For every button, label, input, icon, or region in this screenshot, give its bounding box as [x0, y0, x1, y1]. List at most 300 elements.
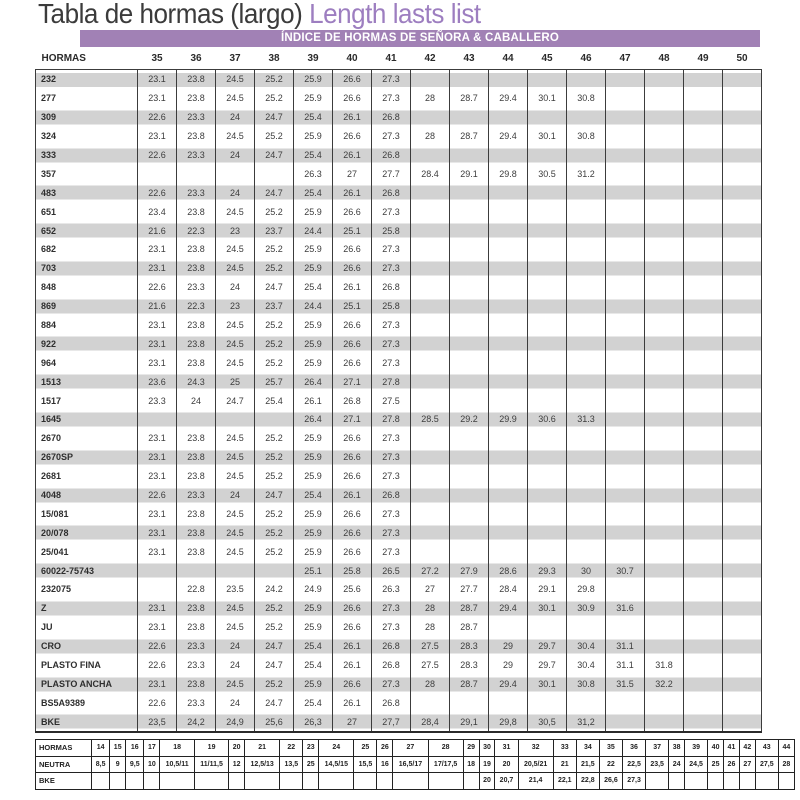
- measurement-cell: 24.5: [216, 259, 255, 278]
- measurement-cell: 25.2: [255, 523, 294, 542]
- measurement-cell: 25.4: [255, 391, 294, 410]
- conversion-cell: 28: [778, 756, 794, 773]
- measurement-cell: [684, 334, 723, 353]
- conversion-row: [36, 740, 795, 757]
- measurement-cell: 31.3: [567, 410, 606, 429]
- measurement-cell: 23.1: [138, 334, 177, 353]
- conversion-row-label: HORMAS: [36, 740, 92, 757]
- conversion-cell: 15,5: [354, 756, 377, 773]
- measurement-cell: 26.6: [333, 240, 372, 259]
- measurement-cell: [684, 599, 723, 618]
- measurement-cell: 23.1: [138, 618, 177, 637]
- measurement-cell: 23.1: [138, 70, 177, 89]
- measurement-cell: [489, 278, 528, 297]
- measurement-cell: 26.8: [372, 278, 411, 297]
- conversion-cell: 14: [92, 740, 110, 757]
- measurement-cell: 26.8: [333, 391, 372, 410]
- table-row: [36, 504, 762, 523]
- measurement-cell: [411, 448, 450, 467]
- measurement-cell: [411, 353, 450, 372]
- measurement-cell: 24.5: [216, 316, 255, 335]
- measurement-cell: 25.9: [294, 599, 333, 618]
- measurement-cell: [567, 70, 606, 89]
- measurement-cell: [684, 372, 723, 391]
- measurement-cell: [450, 504, 489, 523]
- measurement-cell: 26.8: [372, 108, 411, 127]
- measurement-cell: 22.6: [138, 637, 177, 656]
- row-label: 324: [36, 127, 138, 146]
- column-header-size: 37: [229, 53, 241, 64]
- measurement-cell: 27.5: [411, 637, 450, 656]
- row-label: 884: [36, 316, 138, 335]
- measurement-cell: 22.6: [138, 486, 177, 505]
- measurement-cell: [411, 504, 450, 523]
- measurement-cell: 24.5: [216, 599, 255, 618]
- measurement-cell: 28.7: [450, 675, 489, 694]
- measurement-cell: [528, 297, 567, 316]
- measurement-cell: 23.1: [138, 504, 177, 523]
- conversion-cell: 17: [144, 740, 160, 757]
- measurement-cell: 24.7: [255, 656, 294, 675]
- conversion-cell: [724, 773, 740, 790]
- measurement-cell: 26.1: [294, 391, 333, 410]
- measurement-cell: [411, 542, 450, 561]
- measurement-cell: [450, 523, 489, 542]
- row-label: BKE: [36, 712, 138, 732]
- measurement-cell: 28.3: [450, 656, 489, 675]
- measurement-cell: 30.8: [567, 675, 606, 694]
- measurement-cell: [684, 146, 723, 165]
- measurement-cell: [450, 259, 489, 278]
- conversion-cell: 35: [599, 740, 622, 757]
- measurement-cell: [528, 467, 567, 486]
- table-row: [36, 353, 762, 372]
- measurement-cell: [684, 297, 723, 316]
- measurement-cell: [528, 542, 567, 561]
- measurement-cell: [528, 221, 567, 240]
- measurement-cell: [606, 618, 645, 637]
- measurement-cell: [606, 278, 645, 297]
- column-header-size: 41: [385, 53, 397, 64]
- table-row: [36, 656, 762, 675]
- measurement-cell: [606, 183, 645, 202]
- measurement-cell: 28.7: [450, 89, 489, 108]
- measurement-cell: [255, 410, 294, 429]
- measurement-cell: [684, 278, 723, 297]
- conversion-cell: 20: [495, 756, 518, 773]
- row-label: CRO: [36, 637, 138, 656]
- conversion-cell: 31: [495, 740, 518, 757]
- measurement-cell: 23.8: [177, 259, 216, 278]
- measurement-cell: [450, 486, 489, 505]
- measurement-cell: 23.1: [138, 127, 177, 146]
- column-header-size: 44: [502, 53, 514, 64]
- measurement-cell: [684, 164, 723, 183]
- conversion-cell: 14,5/15: [319, 756, 354, 773]
- measurement-cell: 23.3: [177, 693, 216, 712]
- measurement-cell: [723, 561, 762, 580]
- conversion-cell: 32: [518, 740, 553, 757]
- measurement-cell: 23.8: [177, 240, 216, 259]
- measurement-cell: 30.4: [567, 637, 606, 656]
- measurement-cell: 25.2: [255, 675, 294, 694]
- measurement-cell: [684, 637, 723, 656]
- conversion-cell: 20,7: [495, 773, 518, 790]
- measurement-cell: [723, 523, 762, 542]
- measurement-cell: [567, 467, 606, 486]
- measurement-cell: 24.7: [255, 693, 294, 712]
- measurement-cell: [723, 712, 762, 732]
- measurement-cell: 22.3: [177, 221, 216, 240]
- conversion-cell: 27,3: [622, 773, 645, 790]
- measurement-cell: 27.3: [372, 353, 411, 372]
- conversion-cell: 22: [280, 740, 303, 757]
- measurement-cell: [684, 618, 723, 637]
- measurement-cell: [723, 70, 762, 89]
- measurement-cell: 25.2: [255, 89, 294, 108]
- measurement-cell: [684, 89, 723, 108]
- measurement-cell: 32.2: [645, 675, 684, 694]
- conversion-cell: 26,6: [599, 773, 622, 790]
- measurement-cell: 30.4: [567, 656, 606, 675]
- measurement-cell: 25,6: [255, 712, 294, 732]
- table-row: [36, 259, 762, 278]
- conversion-cell: 25: [303, 756, 319, 773]
- measurement-cell: 27.7: [450, 580, 489, 599]
- conversion-cell: 20,5/21: [518, 756, 553, 773]
- main-table-header-row: [36, 48, 762, 70]
- measurement-cell: [177, 164, 216, 183]
- measurement-cell: [567, 372, 606, 391]
- measurement-cell: 22.6: [138, 278, 177, 297]
- measurement-cell: [645, 637, 684, 656]
- measurement-cell: 26.1: [333, 693, 372, 712]
- measurement-cell: [411, 146, 450, 165]
- measurement-cell: 25.2: [255, 240, 294, 259]
- table-row: [36, 316, 762, 335]
- measurement-cell: 24: [216, 146, 255, 165]
- row-label: PLASTO FINA: [36, 656, 138, 675]
- measurement-cell: 22.6: [138, 108, 177, 127]
- row-label: 682: [36, 240, 138, 259]
- measurement-cell: 25.1: [333, 297, 372, 316]
- measurement-cell: 24: [216, 108, 255, 127]
- conversion-cell: 19: [194, 740, 228, 757]
- conversion-cell: [144, 773, 160, 790]
- conversion-cell: [463, 773, 479, 790]
- column-header-size: 35: [151, 53, 163, 64]
- measurement-cell: 28.4: [411, 164, 450, 183]
- measurement-cell: [450, 448, 489, 467]
- measurement-cell: 29.9: [489, 410, 528, 429]
- measurement-cell: 23.1: [138, 429, 177, 448]
- measurement-cell: 23.8: [177, 70, 216, 89]
- row-label: 2670SP: [36, 448, 138, 467]
- measurement-cell: 28: [411, 599, 450, 618]
- measurement-cell: [489, 523, 528, 542]
- main-table-header: [36, 48, 762, 70]
- measurement-cell: 25.2: [255, 353, 294, 372]
- conversion-cell: 28: [428, 740, 463, 757]
- measurement-cell: [450, 334, 489, 353]
- measurement-cell: 31.1: [606, 656, 645, 675]
- conversion-cell: [319, 773, 354, 790]
- measurement-cell: 25.2: [255, 316, 294, 335]
- measurement-cell: 22.6: [138, 183, 177, 202]
- measurement-cell: [606, 467, 645, 486]
- measurement-cell: 23.1: [138, 542, 177, 561]
- table-row: [36, 618, 762, 637]
- row-label: 652: [36, 221, 138, 240]
- measurement-cell: 23.3: [177, 486, 216, 505]
- table-row: [36, 429, 762, 448]
- conversion-cell: 19: [479, 756, 495, 773]
- measurement-cell: 25.9: [294, 353, 333, 372]
- measurement-cell: [567, 618, 606, 637]
- measurement-cell: 25.9: [294, 259, 333, 278]
- row-label: 309: [36, 108, 138, 127]
- table-row: [36, 278, 762, 297]
- measurement-cell: 27: [411, 580, 450, 599]
- column-header-size: 43: [463, 53, 475, 64]
- measurement-cell: 29.7: [528, 656, 567, 675]
- measurement-cell: 24.5: [216, 202, 255, 221]
- measurement-cell: [411, 221, 450, 240]
- measurement-cell: 25.9: [294, 542, 333, 561]
- measurement-cell: 23: [216, 221, 255, 240]
- measurement-cell: 24.5: [216, 240, 255, 259]
- measurement-cell: [528, 278, 567, 297]
- measurement-cell: 27.7: [372, 164, 411, 183]
- measurement-cell: 31,2: [567, 712, 606, 732]
- measurement-cell: [684, 712, 723, 732]
- conversion-cell: 37: [646, 740, 669, 757]
- measurement-cell: [567, 334, 606, 353]
- measurement-cell: [606, 429, 645, 448]
- measurement-cell: 30.9: [567, 599, 606, 618]
- measurement-cell: 29,1: [450, 712, 489, 732]
- measurement-cell: 27.3: [372, 89, 411, 108]
- measurement-cell: 28.7: [450, 618, 489, 637]
- measurement-cell: 23.1: [138, 316, 177, 335]
- measurement-cell: 23.3: [177, 146, 216, 165]
- measurement-cell: [489, 448, 528, 467]
- conversion-cell: 21: [245, 740, 280, 757]
- measurement-cell: 22.6: [138, 693, 177, 712]
- main-lasts-table: [35, 48, 762, 733]
- measurement-cell: [684, 656, 723, 675]
- measurement-cell: [645, 391, 684, 410]
- measurement-cell: [645, 504, 684, 523]
- measurement-cell: [567, 297, 606, 316]
- conversion-cell: 30: [479, 740, 495, 757]
- measurement-cell: 23.3: [177, 656, 216, 675]
- measurement-cell: 27.9: [450, 561, 489, 580]
- measurement-cell: [723, 504, 762, 523]
- conversion-cell: 13,5: [280, 756, 303, 773]
- measurement-cell: [216, 561, 255, 580]
- conversion-cell: [778, 773, 794, 790]
- measurement-cell: 30.1: [528, 89, 567, 108]
- measurement-cell: [138, 410, 177, 429]
- measurement-cell: [684, 202, 723, 221]
- measurement-cell: [723, 221, 762, 240]
- column-header-size: 45: [541, 53, 553, 64]
- measurement-cell: [255, 164, 294, 183]
- measurement-cell: 25.9: [294, 504, 333, 523]
- measurement-cell: 23.3: [177, 183, 216, 202]
- measurement-cell: 24.3: [177, 372, 216, 391]
- column-header-size: 47: [619, 53, 631, 64]
- measurement-cell: 24.7: [255, 183, 294, 202]
- measurement-cell: [684, 486, 723, 505]
- measurement-cell: [411, 467, 450, 486]
- measurement-cell: 25.9: [294, 89, 333, 108]
- measurement-cell: 25.6: [333, 580, 372, 599]
- measurement-cell: 27.1: [333, 410, 372, 429]
- conversion-cell: 41: [724, 740, 740, 757]
- measurement-cell: [684, 580, 723, 599]
- measurement-cell: [567, 183, 606, 202]
- measurement-cell: 24.5: [216, 542, 255, 561]
- measurement-cell: [684, 523, 723, 542]
- row-label: 483: [36, 183, 138, 202]
- measurement-cell: [645, 146, 684, 165]
- measurement-cell: [489, 372, 528, 391]
- measurement-cell: 27.3: [372, 675, 411, 694]
- measurement-cell: [645, 448, 684, 467]
- measurement-cell: 26.6: [333, 448, 372, 467]
- measurement-cell: [411, 316, 450, 335]
- measurement-cell: 28: [411, 675, 450, 694]
- measurement-cell: 26.1: [333, 637, 372, 656]
- measurement-cell: 24.4: [294, 297, 333, 316]
- measurement-cell: 31.6: [606, 599, 645, 618]
- table-row: [36, 334, 762, 353]
- index-banner: ÍNDICE DE HORMAS DE SEÑORA & CABALLERO: [80, 30, 760, 47]
- measurement-cell: 23.7: [255, 297, 294, 316]
- row-label: 277: [36, 89, 138, 108]
- measurement-cell: 30.8: [567, 127, 606, 146]
- measurement-cell: [645, 599, 684, 618]
- measurement-cell: 26.6: [333, 429, 372, 448]
- measurement-cell: [684, 410, 723, 429]
- measurement-cell: [684, 108, 723, 127]
- measurement-cell: 28.5: [411, 410, 450, 429]
- measurement-cell: 25.9: [294, 448, 333, 467]
- measurement-cell: 27.8: [372, 372, 411, 391]
- measurement-cell: [411, 202, 450, 221]
- measurement-cell: 27.3: [372, 504, 411, 523]
- measurement-cell: 27.5: [411, 656, 450, 675]
- measurement-cell: 24.5: [216, 504, 255, 523]
- measurement-cell: 25.9: [294, 127, 333, 146]
- measurement-cell: 26.1: [333, 108, 372, 127]
- measurement-cell: 25.9: [294, 202, 333, 221]
- conversion-cell: 22,5: [622, 756, 645, 773]
- measurement-cell: [723, 240, 762, 259]
- measurement-cell: [411, 259, 450, 278]
- table-row: [36, 599, 762, 618]
- measurement-cell: [411, 372, 450, 391]
- measurement-cell: 28.4: [489, 580, 528, 599]
- measurement-cell: [489, 297, 528, 316]
- measurement-cell: [723, 391, 762, 410]
- measurement-cell: 26.5: [372, 561, 411, 580]
- measurement-cell: 24.5: [216, 675, 255, 694]
- measurement-cell: 23.7: [255, 221, 294, 240]
- measurement-cell: 27.3: [372, 240, 411, 259]
- measurement-cell: [645, 353, 684, 372]
- measurement-cell: [723, 164, 762, 183]
- measurement-cell: 26.8: [372, 146, 411, 165]
- measurement-cell: 25.7: [255, 372, 294, 391]
- conversion-cell: 43: [755, 740, 778, 757]
- conversion-cell: 23,5: [646, 756, 669, 773]
- column-header-hormas: HORMAS: [41, 53, 86, 64]
- row-label: PLASTO ANCHA: [36, 675, 138, 694]
- measurement-cell: 26.6: [333, 202, 372, 221]
- table-row: [36, 108, 762, 127]
- measurement-cell: 23.8: [177, 618, 216, 637]
- measurement-cell: 25.9: [294, 70, 333, 89]
- measurement-cell: 29.7: [528, 637, 567, 656]
- row-label: 20/078: [36, 523, 138, 542]
- conversion-cell: [669, 773, 685, 790]
- conversion-cell: [160, 773, 195, 790]
- conversion-cell: 18: [160, 740, 195, 757]
- conversion-row-label: BKE: [36, 773, 92, 790]
- measurement-cell: [684, 693, 723, 712]
- measurement-cell: 29.3: [528, 561, 567, 580]
- measurement-cell: [606, 221, 645, 240]
- row-label: 848: [36, 278, 138, 297]
- measurement-cell: 25.4: [294, 108, 333, 127]
- measurement-cell: [450, 108, 489, 127]
- measurement-cell: 23.5: [216, 580, 255, 599]
- measurement-cell: [489, 240, 528, 259]
- measurement-cell: 25.8: [333, 561, 372, 580]
- measurement-cell: 23.1: [138, 448, 177, 467]
- measurement-cell: [567, 146, 606, 165]
- measurement-cell: [489, 202, 528, 221]
- measurement-cell: [567, 221, 606, 240]
- measurement-cell: [645, 127, 684, 146]
- measurement-cell: 27.3: [372, 70, 411, 89]
- measurement-cell: 25.4: [294, 486, 333, 505]
- measurement-cell: [723, 448, 762, 467]
- measurement-cell: 25.2: [255, 334, 294, 353]
- measurement-cell: [684, 504, 723, 523]
- measurement-cell: [489, 108, 528, 127]
- measurement-cell: 25.4: [294, 278, 333, 297]
- measurement-cell: [645, 240, 684, 259]
- measurement-cell: 25.4: [294, 656, 333, 675]
- measurement-cell: 27.3: [372, 467, 411, 486]
- measurement-cell: [723, 353, 762, 372]
- conversion-cell: 26: [724, 756, 740, 773]
- conversion-cell: [194, 773, 228, 790]
- measurement-cell: [567, 542, 606, 561]
- measurement-cell: 27.3: [372, 316, 411, 335]
- measurement-cell: 24.7: [255, 278, 294, 297]
- measurement-cell: [411, 486, 450, 505]
- measurement-cell: [528, 183, 567, 202]
- measurement-cell: [489, 486, 528, 505]
- measurement-cell: [216, 410, 255, 429]
- measurement-cell: 25: [216, 372, 255, 391]
- measurement-cell: 31.5: [606, 675, 645, 694]
